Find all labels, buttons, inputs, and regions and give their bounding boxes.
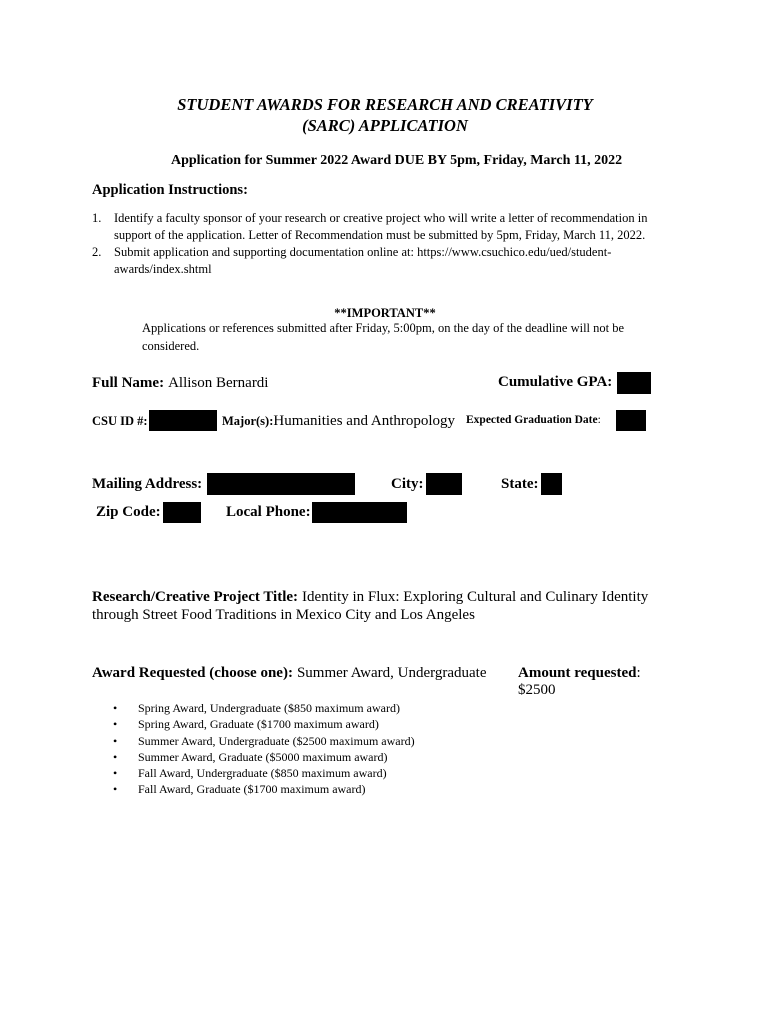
csu-id-label: CSU ID #:: [92, 414, 148, 428]
award-requested-value[interactable]: Summer Award, Undergraduate: [296, 665, 487, 681]
grad-date-label: Expected Graduation Date: [466, 414, 598, 426]
amount-requested-label: Amount requested: [518, 665, 637, 681]
grad-date-redacted-value[interactable]: [616, 410, 646, 431]
award-requested-label: Award Requested (choose one):: [92, 665, 293, 681]
mailing-address-redacted-value[interactable]: [207, 473, 355, 495]
local-phone-redacted-value[interactable]: [312, 502, 407, 523]
state-redacted-value[interactable]: [541, 473, 562, 495]
award-option-fall-graduate: [113, 781, 415, 797]
due-date-line: Application for Summer 2022 Award DUE BY 5pm, Friday, March 11, 2022: [171, 153, 623, 168]
instruction-number-2: 2.: [92, 245, 102, 259]
amount-requested-value[interactable]: $2500: [518, 682, 556, 698]
instruction-2-line1: Submit application and supporting documentation online at: https://www.csuchico.edu/ued/student-: [114, 245, 612, 259]
city-redacted-value[interactable]: [426, 473, 462, 495]
amount-requested-row: [518, 664, 641, 682]
bullet-icon: •: [113, 766, 118, 781]
award-option-spring-undergraduate: [113, 700, 415, 716]
award-option-summer-undergraduate: [113, 733, 415, 749]
full-name-label: Full Name:: [92, 375, 165, 391]
mailing-address-label: Mailing Address:: [92, 476, 203, 492]
city-label: City:: [391, 476, 424, 492]
zip-code-redacted-value[interactable]: [163, 502, 201, 523]
majors-label: Major(s):: [222, 414, 274, 428]
instruction-number-1: 1.: [92, 211, 102, 225]
bullet-icon: •: [113, 782, 118, 797]
project-title-label: Research/Creative Project Title:: [92, 589, 299, 605]
award-option-label: Spring Award, Undergraduate ($850 maximum award): [138, 701, 400, 715]
instruction-1-line1: Identify a faculty sponsor of your research or creative project who will write a letter of recommendation in: [114, 211, 648, 225]
award-option-label: Summer Award, Undergraduate ($2500 maximum award): [138, 733, 415, 748]
state-label: State:: [501, 476, 539, 492]
bullet-icon: •: [113, 749, 118, 764]
important-heading: **IMPORTANT**: [334, 306, 436, 320]
gpa-redacted-value[interactable]: [617, 372, 651, 394]
project-title-value-line2[interactable]: through Street Food Traditions in Mexico City and Los Angeles: [92, 607, 475, 623]
award-option-label: Summer Award, Graduate ($5000 maximum award): [138, 749, 388, 764]
award-option-label: Fall Award, Graduate ($1700 maximum award): [138, 782, 366, 797]
bullet-icon: •: [113, 733, 118, 748]
grad-date-row: [466, 414, 601, 426]
award-requested-row: [92, 664, 487, 682]
zip-code-label: Zip Code:: [96, 504, 161, 520]
full-name-row: [92, 374, 268, 392]
award-option-spring-graduate: [113, 716, 415, 732]
amount-requested-colon: :: [636, 665, 641, 681]
important-line2: considered.: [142, 339, 200, 353]
instructions-heading: Application Instructions:: [92, 182, 248, 198]
majors-row: [222, 412, 455, 430]
csu-id-redacted-value[interactable]: [149, 410, 217, 431]
grad-date-colon: :: [597, 414, 601, 426]
bullet-icon: •: [113, 701, 118, 715]
award-option-fall-undergraduate: [113, 765, 415, 781]
important-line1: Applications or references submitted after Friday, 5:00pm, on the day of the deadline will not be: [142, 321, 625, 335]
form-title-line2: (SARC) APPLICATION: [302, 116, 468, 135]
project-title-value-line1[interactable]: Identity in Flux: Exploring Cultural and Culinary Identity: [302, 589, 649, 605]
instruction-2-line2: awards/index.shtml: [114, 262, 212, 276]
award-option-summer-graduate: [113, 749, 415, 765]
project-title-row: [92, 588, 648, 606]
majors-value[interactable]: Humanities and Anthropology: [273, 413, 456, 429]
instruction-1-line2: support of the application. Letter of Recommendation must be submitted by 5pm, Friday, March 11, 2022.: [114, 228, 646, 242]
local-phone-label: Local Phone:: [226, 504, 311, 520]
gpa-label: Cumulative GPA:: [498, 374, 613, 390]
award-options-list: [113, 700, 415, 798]
award-option-label: Spring Award, Graduate ($1700 maximum award): [138, 717, 379, 732]
award-option-label: Fall Award, Undergraduate ($850 maximum award): [138, 766, 387, 781]
form-title-line1: STUDENT AWARDS FOR RESEARCH AND CREATIVITY: [177, 95, 593, 114]
full-name-value[interactable]: Allison Bernardi: [168, 375, 269, 391]
bullet-icon: •: [113, 717, 118, 732]
